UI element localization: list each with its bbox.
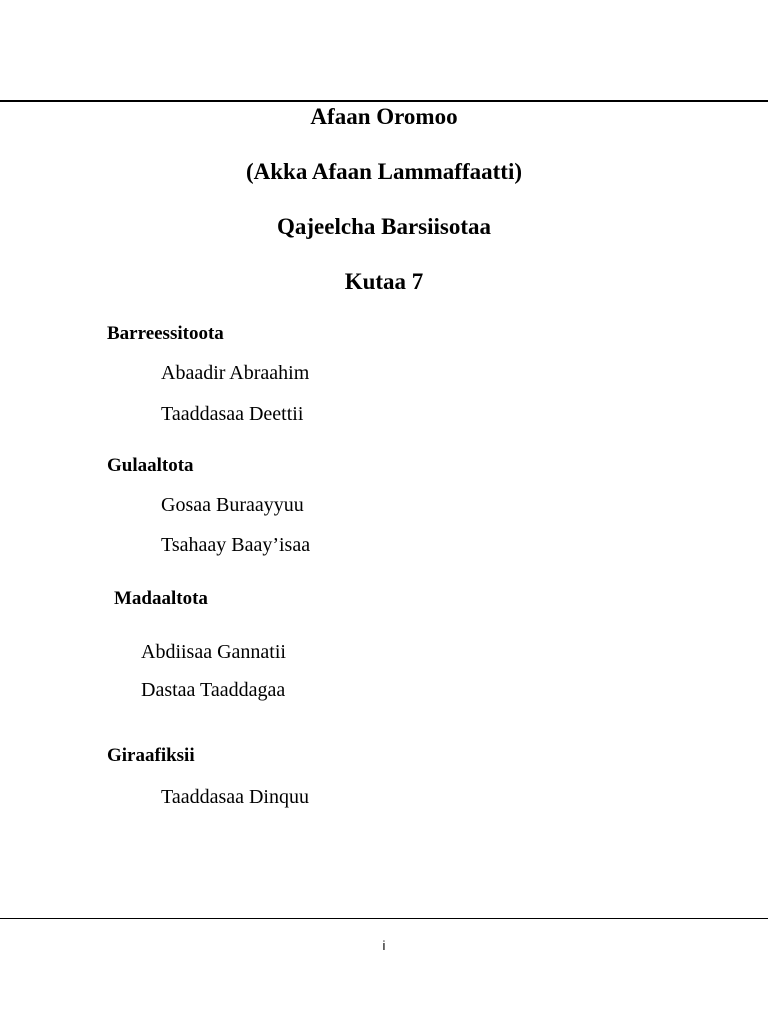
book-title: Afaan Oromoo — [310, 104, 458, 129]
section-heading-graphics: Giraafiksii — [107, 745, 195, 766]
writer-name: Abaadir Abraahim — [161, 362, 310, 384]
editor-name: Tsahaay Baay’isaa — [161, 534, 311, 556]
section-heading-evaluators: Madaaltota — [114, 588, 208, 609]
book-subtitle: (Akka Afaan Lammaffaatti) — [246, 159, 522, 184]
section-heading-writers: Barreessitoota — [107, 323, 224, 344]
footer-rule — [0, 918, 768, 919]
page-number: i — [382, 938, 386, 953]
guide-title: Qajeelcha Barsiisotaa — [277, 214, 491, 239]
header-rule — [0, 100, 768, 102]
editor-name: Gosaa Buraayyuu — [161, 494, 304, 516]
grade-title: Kutaa 7 — [344, 269, 424, 294]
evaluator-name: Abdiisaa Gannatii — [141, 641, 286, 663]
evaluator-name: Dastaa Taaddagaa — [141, 679, 286, 701]
writer-name: Taaddasaa Deettii — [161, 403, 304, 425]
section-heading-editors: Gulaaltota — [107, 455, 194, 476]
graphics-name: Taaddasaa Dinquu — [161, 786, 309, 808]
